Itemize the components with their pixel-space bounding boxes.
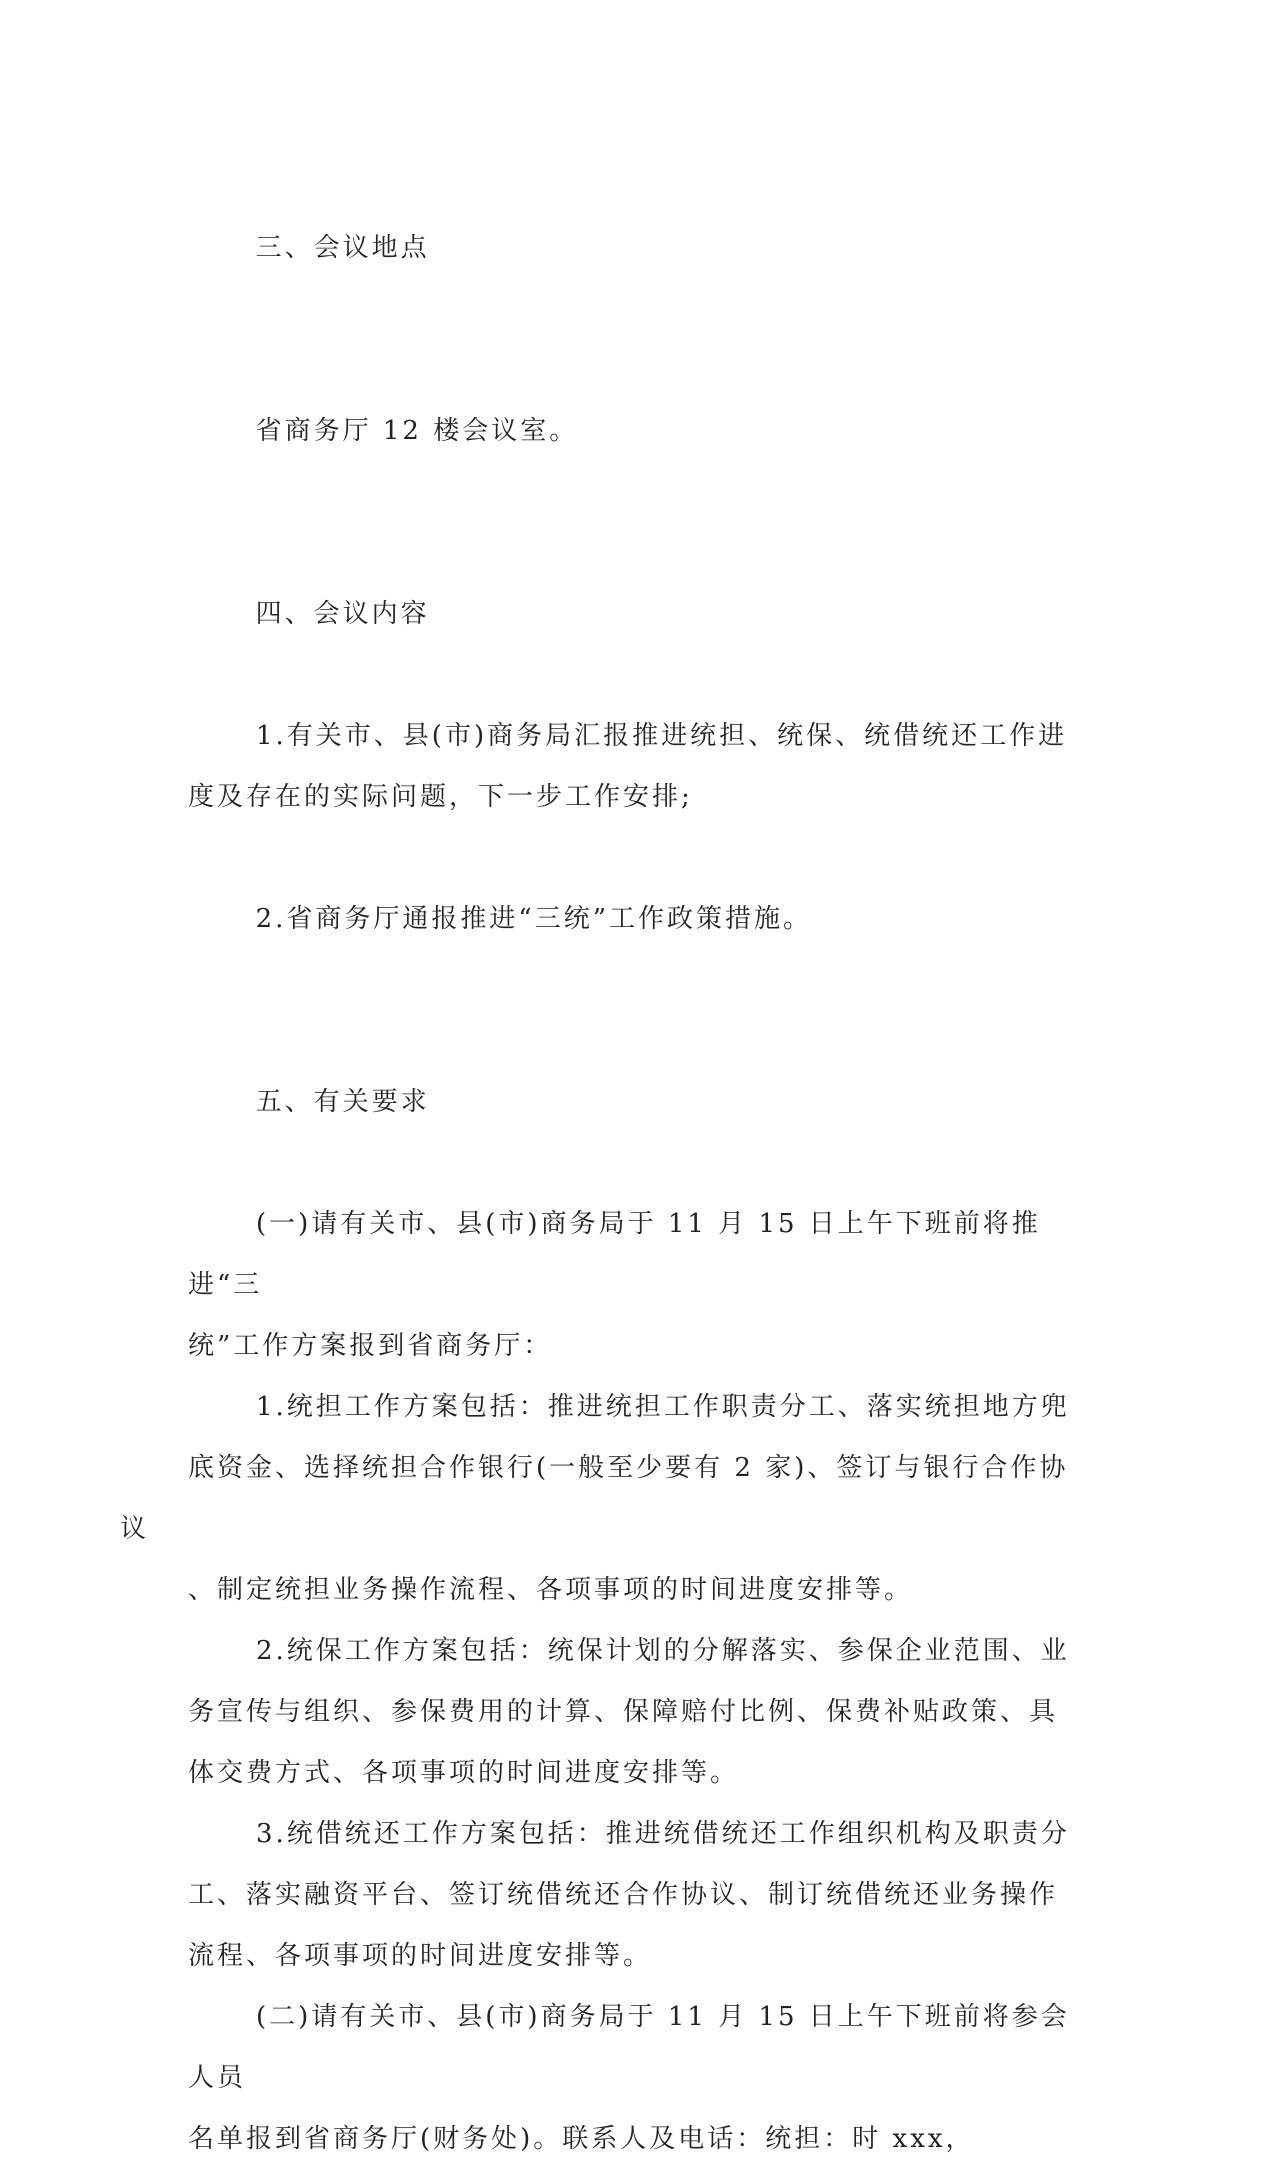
text-line: 三、会议地点 — [255, 233, 430, 263]
text-line: 体交费方式、各项事项的时间进度安排等。 — [188, 1758, 740, 1788]
document-body — [120, 157, 1080, 2170]
text-line: (一)请有关市、县(市)商务局于 11 月 15 日上午下班前将推进“三 — [188, 1209, 1041, 1300]
text-line: 3.统借统还工作方案包括：推进统借统还工作组织机构及职责分 — [256, 1819, 1070, 1849]
text-line: 、制定统担业务操作流程、各项事项的时间进度安排等。 — [188, 1575, 914, 1605]
paragraph-guarantee-plan — [120, 1377, 1080, 1621]
section-heading-requirements — [188, 1011, 1080, 1194]
text-line: 2.省商务厅通报推进“三统”工作政策措施。 — [255, 904, 812, 934]
text-line: 流程、各项事项的时间进度安排等。 — [188, 1941, 653, 1971]
text-line: 名单报到省商务厅(财务处)。联系人及电话：统担：时 xxx， — [188, 2124, 975, 2154]
section-heading-meeting-location — [188, 157, 1080, 340]
text-line: 1.有关市、县(市)商务局汇报推进统担、统保、统借统还工作进 — [256, 721, 1068, 751]
text-line: (二)请有关市、县(市)商务局于 11 月 15 日上午下班前将参会人员 — [188, 2002, 1070, 2093]
text-line: 四、会议内容 — [255, 599, 430, 629]
text-line: 2.统保工作方案包括：统保计划的分解落实、参保企业范围、业 — [256, 1636, 1070, 1666]
paragraph-borrowing-plan — [188, 1804, 1080, 1987]
paragraph-meeting-location — [188, 340, 1080, 523]
paragraph-content-item-2 — [188, 828, 1080, 1011]
text-line: 省商务厅 12 楼会议室。 — [255, 416, 579, 446]
text-line: 务宣传与组织、参保费用的计算、保障赔付比例、保费补贴政策、具 — [188, 1697, 1059, 1727]
paragraph-requirement-1 — [188, 1194, 1080, 1377]
paragraph-requirement-2 — [188, 1987, 1080, 2170]
text-line: 底资金、选择统担合作银行(一般至少要有 2 家)、签订与银行合作协议 — [120, 1453, 1069, 1544]
text-line: 统”工作方案报到省商务厅： — [188, 1331, 553, 1361]
text-line: 工、落实融资平台、签订统借统还合作协议、制订统借统还业务操作 — [188, 1880, 1059, 1910]
text-line: 1.统担工作方案包括：推进统担工作职责分工、落实统担地方兜 — [256, 1392, 1070, 1422]
paragraph-content-item-1 — [188, 706, 1080, 828]
text-line: 五、有关要求 — [255, 1087, 430, 1117]
text-line: 度及存在的实际问题，下一步工作安排; — [188, 782, 693, 812]
section-heading-meeting-content — [188, 523, 1080, 706]
paragraph-insurance-plan — [188, 1621, 1080, 1804]
